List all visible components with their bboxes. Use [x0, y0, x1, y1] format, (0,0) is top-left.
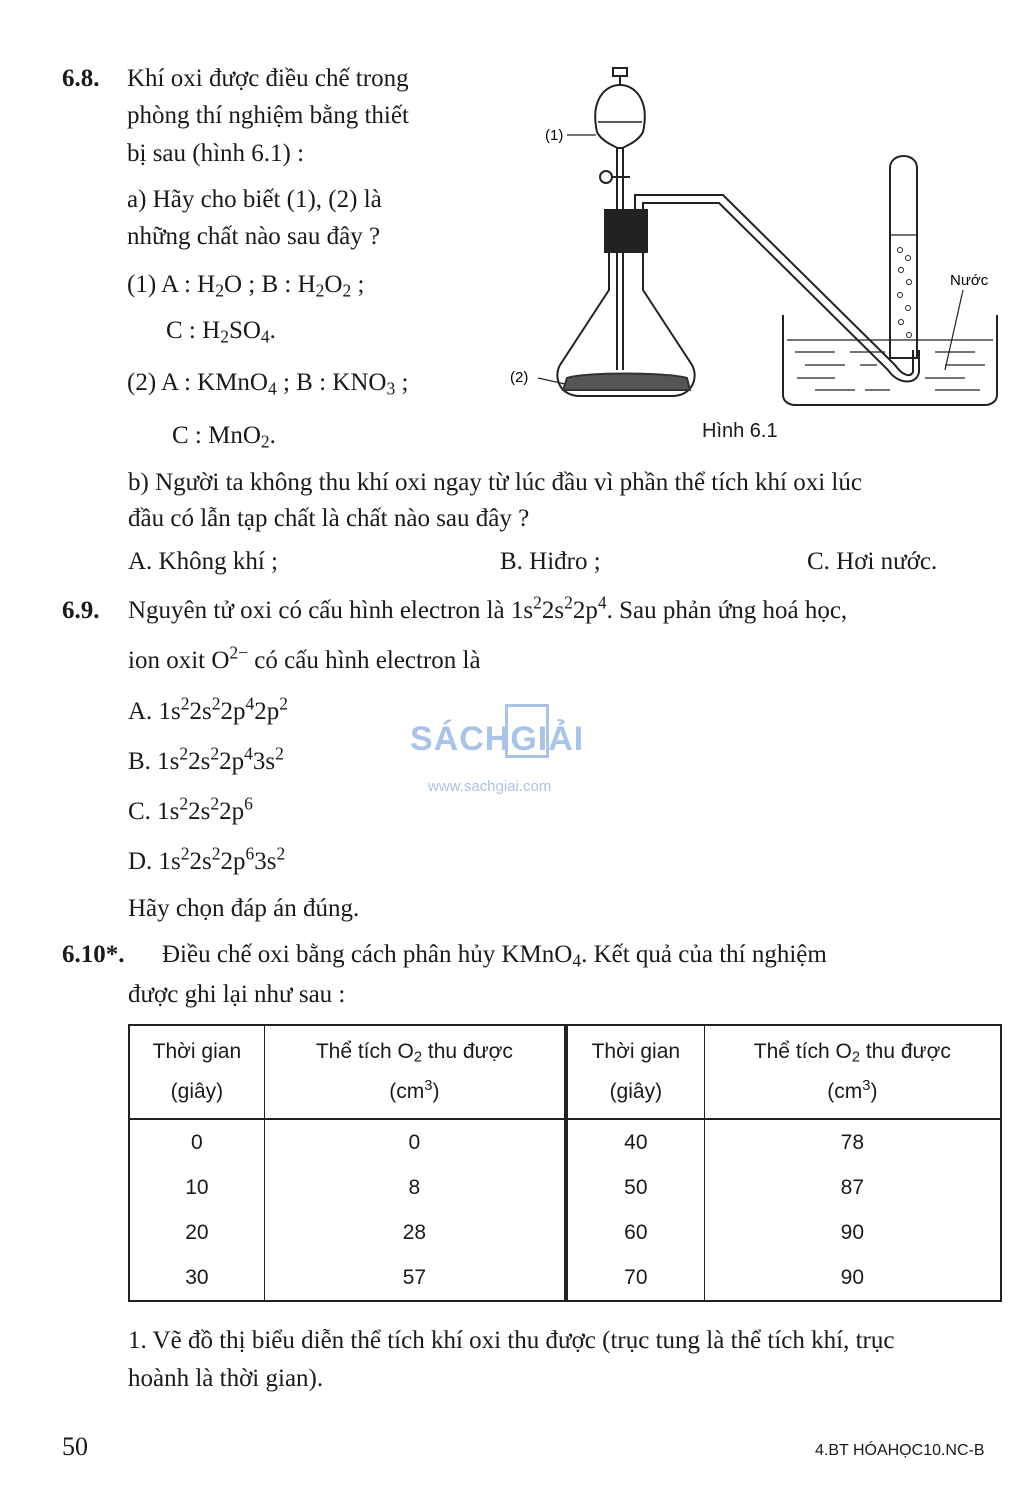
q69-option-d: D. $1s^22s^22p^63s^2$ [128, 843, 286, 875]
watermark [410, 702, 620, 795]
cell-time: 30 [129, 1255, 264, 1301]
q68-part-a-1: a) Hãy cho biết (1), (2) là [127, 186, 382, 213]
figure-caption: Hình 6.1 [702, 420, 778, 442]
page-number: 50 [62, 1432, 88, 1461]
q68-intro-3: bị sau (hình 6.1) : [127, 140, 305, 167]
q69-option-a: A. $1s^22s^22p^42p^2$ [128, 693, 289, 725]
cell-volume: 28 [264, 1210, 566, 1255]
label-2: (2) [510, 369, 529, 386]
q68-choice-b: B. Hiđro ; [500, 548, 601, 575]
q610-line-1: 6.10*. Điều chế oxi bằng cách phân hủy KMnO$_4$. Kết quả của thí nghiệm [62, 941, 827, 971]
cell-time: 60 [566, 1210, 704, 1255]
q68-choice-a: A. Không khí ; [128, 548, 278, 575]
q69-option-b: B. $1s^22s^22p^43s^2$ [128, 743, 284, 775]
cell-time: 70 [566, 1255, 704, 1301]
cell-volume: 78 [704, 1119, 1001, 1165]
lab-apparatus-figure [505, 60, 1020, 450]
water-label: Nước [950, 272, 989, 289]
cell-volume: 57 [264, 1255, 566, 1301]
cell-volume: 8 [264, 1165, 566, 1210]
table-row [129, 1119, 1001, 1165]
cell-volume: 0 [264, 1119, 566, 1165]
q68-option-2c: C : MnO$_2$. [172, 422, 276, 452]
table-row [129, 1255, 1001, 1301]
q69-option-c: C. $1s^22s^22p^6$ [128, 793, 253, 825]
q610-task-2: hoành là thời gian). [128, 1365, 324, 1392]
watermark-title: SÁCHGIẢI [410, 720, 585, 758]
q68-intro-2: phòng thí nghiệm bằng thiết [127, 102, 409, 129]
table-row [129, 1210, 1001, 1255]
cell-time: 50 [566, 1165, 704, 1210]
q68-line-1 [62, 64, 409, 94]
cell-time: 0 [129, 1119, 264, 1165]
header-volume-1: Thể tích $O_2$ thu được $(cm^3)$ [264, 1025, 566, 1119]
header-time-2: Thời gian (giây) [566, 1025, 704, 1119]
q610-line-2: được ghi lại như sau : [128, 981, 346, 1008]
watermark-url: www.sachgiai.com [428, 778, 552, 795]
q68-number: 6.8. [62, 65, 100, 92]
label-1: (1) [545, 127, 564, 144]
cell-volume: 90 [704, 1210, 1001, 1255]
q68-intro-1: Khí oxi được điều chế trong [127, 65, 409, 92]
q68-option-1: (1) A : $H_2O$ ; B : $H_2O_2$ ; [127, 271, 365, 301]
q68-option-1c: C : $H_2SO_4$. [166, 317, 276, 347]
q68-part-b-1: b) Người ta không thu khí oxi ngay từ lúc đầu vì phần thể tích khí oxi lúc [128, 469, 862, 496]
q610-number: 6.10*. [62, 941, 125, 968]
q69-line-1: 6.9. Nguyên tử oxi có cấu hình electron là $1s^22s^22p^4$. Sau phản ứng hoá học, [62, 592, 848, 624]
q610-task-1: 1. Vẽ đồ thị biểu diễn thể tích khí oxi thu được (trục tung là thể tích khí, trục [128, 1327, 895, 1354]
cell-time: 10 [129, 1165, 264, 1210]
cell-volume: 90 [704, 1255, 1001, 1301]
header-time-1: Thời gian (giây) [129, 1025, 264, 1119]
q69-number: 6.9. [62, 597, 100, 624]
q68-part-b-2: đầu có lẫn tạp chất là chất nào sau đây ? [128, 505, 530, 532]
cell-time: 40 [566, 1119, 704, 1165]
table-header-row [129, 1025, 1001, 1119]
q68-part-a-2: những chất nào sau đây ? [127, 223, 381, 250]
q68-choice-c: C. Hơi nước. [807, 548, 938, 575]
oxygen-volume-table [128, 1024, 1002, 1302]
book-code: 4.BT HÓAHỌC10.NC-B [815, 1442, 985, 1459]
q68-option-2: (2) A : KMnO$_4$ ; B : $KNO_3$ ; [127, 369, 409, 399]
cell-volume: 87 [704, 1165, 1001, 1210]
q69-question: Hãy chọn đáp án đúng. [128, 895, 360, 922]
table-row [129, 1165, 1001, 1210]
cell-time: 20 [129, 1210, 264, 1255]
q69-line-2: ion oxit $O^{2-}$ có cấu hình electron là [128, 642, 481, 674]
header-volume-2: Thể tích $O_2$ thu được $(cm^3)$ [704, 1025, 1001, 1119]
